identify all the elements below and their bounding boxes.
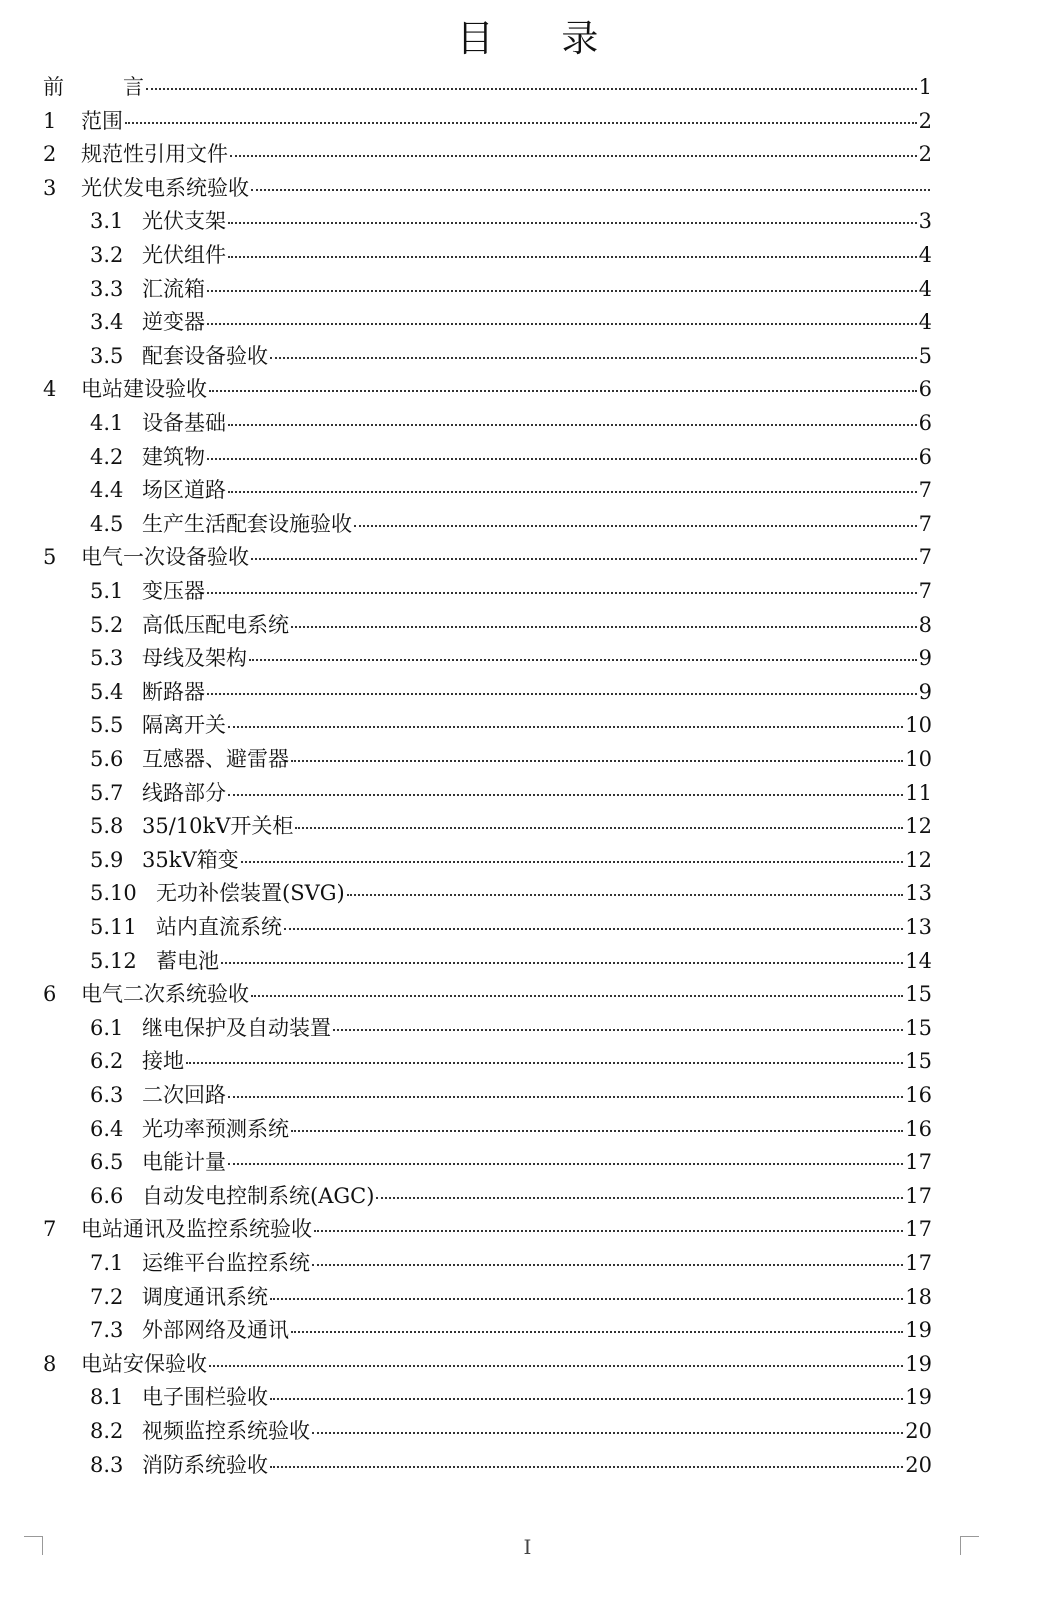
toc-entry-page: 8 xyxy=(918,612,932,637)
toc-entry-number: 7 xyxy=(43,1217,57,1242)
toc-entry-page: 4 xyxy=(918,276,932,301)
toc-entry[interactable] xyxy=(90,878,932,908)
toc-entry[interactable] xyxy=(90,710,932,740)
toc-leader-dots xyxy=(209,1365,903,1367)
toc-entry-number: 6.1 xyxy=(90,1015,124,1040)
toc-leader-dots xyxy=(125,122,917,124)
toc-entry-label: 外部网络及通讯 xyxy=(142,1318,289,1343)
toc-entry-number: 6.4 xyxy=(90,1116,124,1141)
toc-entry-label: 电子围栏验收 xyxy=(142,1385,268,1410)
toc-entry-label: 电站建设验收 xyxy=(81,377,207,402)
toc-leader-dots xyxy=(251,995,903,997)
toc-leader-dots xyxy=(228,726,903,728)
toc-entry[interactable] xyxy=(90,643,932,673)
toc-entry-label: 二次回路 xyxy=(142,1083,226,1107)
toc-entry-number: 5.4 xyxy=(90,679,124,704)
toc-entry-label: 母线及架构 xyxy=(142,646,247,671)
toc-entry[interactable] xyxy=(90,341,932,371)
toc-entry[interactable] xyxy=(90,1046,932,1076)
toc-entry[interactable] xyxy=(90,442,932,472)
toc-entry-number: 5.6 xyxy=(90,747,124,771)
toc-entry[interactable] xyxy=(90,1282,932,1312)
toc-entry-label: 电站通讯及监控系统验收 xyxy=(81,1217,312,1242)
toc-entry-label: 言 xyxy=(123,75,144,99)
toc-entry-page: 2 xyxy=(918,142,932,167)
toc-entry[interactable] xyxy=(43,72,932,102)
toc-entry-label: 35kV箱变 xyxy=(142,847,239,872)
toc-entry-page: 18 xyxy=(905,1284,932,1309)
toc-entry-label: 电站安保验收 xyxy=(81,1351,207,1376)
toc-entry-number: 8.1 xyxy=(90,1385,124,1410)
toc-entry-number: 1 xyxy=(43,108,57,133)
toc-entry-number: 8 xyxy=(43,1351,57,1376)
toc-entry[interactable] xyxy=(90,610,932,640)
toc-entry-label: 站内直流系统 xyxy=(156,915,282,939)
toc-entry-page: 1 xyxy=(918,75,932,99)
toc-entry-page: 20 xyxy=(905,1452,932,1477)
toc-entry-label: 电气一次设备验收 xyxy=(81,545,249,570)
toc-entry-page: 3 xyxy=(918,209,932,234)
toc-entry-label: 35/10kV开关柜 xyxy=(142,814,294,839)
page-number: I xyxy=(523,1535,532,1559)
toc-entry[interactable] xyxy=(90,946,932,976)
toc-entry-label: 运维平台监控系统 xyxy=(142,1251,310,1275)
toc-entry-label: 生产生活配套设施验收 xyxy=(142,511,352,536)
toc-entry-label: 高低压配电系统 xyxy=(142,612,289,637)
toc-leader-dots xyxy=(228,256,917,258)
toc-entry-label: 线路部分 xyxy=(142,780,226,805)
toc-entry[interactable] xyxy=(90,912,932,942)
toc-entry[interactable] xyxy=(43,979,932,1009)
toc-entry-number: 6.3 xyxy=(90,1083,124,1107)
toc-entry-label: 互感器、避雷器 xyxy=(142,747,289,771)
toc-entry-page: 15 xyxy=(905,982,932,1007)
toc-leader-dots xyxy=(207,592,917,594)
toc-entry-page: 6 xyxy=(918,377,932,402)
toc-entry-page: 10 xyxy=(905,713,932,738)
toc-entry-number: 6.2 xyxy=(90,1049,124,1074)
toc-entry[interactable] xyxy=(90,206,932,236)
toc-entry-label: 规范性引用文件 xyxy=(81,142,228,167)
toc-entry-label: 建筑物 xyxy=(142,444,205,469)
toc-entry-label: 接地 xyxy=(142,1049,184,1074)
toc-entry[interactable] xyxy=(43,542,932,572)
toc-entry-number: 4.1 xyxy=(90,411,124,435)
toc-entry-label: 光功率预测系统 xyxy=(142,1116,289,1141)
toc-entry[interactable] xyxy=(90,408,932,438)
toc-entry-label: 蓄电池 xyxy=(156,948,219,973)
toc-entry-label: 继电保护及自动装置 xyxy=(142,1015,331,1040)
toc-leader-dots xyxy=(228,491,917,493)
toc-leader-dots xyxy=(270,1298,903,1300)
toc-entry-label: 光伏发电系统验收 xyxy=(81,175,249,200)
toc-entry-number: 4 xyxy=(43,377,57,402)
toc-entry-page: 17 xyxy=(905,1183,932,1208)
toc-entry[interactable] xyxy=(90,307,932,337)
toc-entry[interactable] xyxy=(90,1114,932,1144)
toc-entry[interactable] xyxy=(43,1214,932,1244)
toc-leader-dots xyxy=(186,1062,903,1064)
toc-entry-label: 逆变器 xyxy=(142,310,205,335)
toc-leader-dots xyxy=(347,894,904,896)
toc-entry[interactable] xyxy=(43,106,932,136)
toc-entry-label: 电能计量 xyxy=(142,1150,226,1175)
toc-entry-number: 6.6 xyxy=(90,1183,124,1208)
toc-entry-label: 光伏支架 xyxy=(142,209,226,234)
toc-entry-page: 17 xyxy=(905,1217,932,1242)
toc-leader-dots xyxy=(284,928,903,930)
toc-entry-page: 12 xyxy=(905,814,932,839)
toc-entry[interactable] xyxy=(43,173,932,203)
toc-entry-number: 5.11 xyxy=(90,915,137,939)
toc-entry-page: 16 xyxy=(905,1116,932,1141)
toc-entry[interactable] xyxy=(90,1013,932,1043)
toc-title: 目 录 xyxy=(456,17,627,60)
toc-leader-dots xyxy=(270,1398,903,1400)
toc-leader-dots xyxy=(291,1331,903,1333)
toc-entry-label: 场区道路 xyxy=(142,478,226,503)
toc-entry-page: 17 xyxy=(905,1251,932,1275)
toc-entry-number: 5.3 xyxy=(90,646,124,671)
toc-leader-dots xyxy=(251,558,917,560)
toc-entry[interactable] xyxy=(90,1315,932,1345)
toc-entry-page: 16 xyxy=(905,1083,932,1107)
toc-entry-label: 无功补偿装置(SVG) xyxy=(156,881,345,906)
toc-entry-page: 4 xyxy=(918,243,932,267)
toc-entry-label: 消防系统验收 xyxy=(142,1452,268,1477)
toc-leader-dots xyxy=(354,525,917,527)
toc-leader-dots xyxy=(295,827,903,829)
toc-entry-number: 3.5 xyxy=(90,343,124,368)
toc-entry[interactable] xyxy=(43,374,932,404)
toc-entry-number: 5.5 xyxy=(90,713,124,738)
toc-entry-number: 前 xyxy=(43,75,64,99)
toc-entry-page: 12 xyxy=(905,847,932,872)
toc-entry-label: 变压器 xyxy=(142,579,205,603)
toc-entry-number: 3.2 xyxy=(90,243,124,267)
toc-leader-dots xyxy=(146,88,917,90)
toc-entry[interactable] xyxy=(90,475,932,505)
toc-entry-number: 4.5 xyxy=(90,511,124,536)
toc-entry[interactable] xyxy=(90,1450,932,1480)
toc-entry-number: 7.1 xyxy=(90,1251,124,1275)
toc-entry-number: 3 xyxy=(43,175,57,200)
toc-entry-number: 3.1 xyxy=(90,209,124,234)
toc-entry-number: 7.3 xyxy=(90,1318,124,1343)
toc-entry-page: 19 xyxy=(905,1318,932,1343)
toc-entry-label: 电气二次系统验收 xyxy=(81,982,249,1007)
toc-entry-label: 汇流箱 xyxy=(142,276,205,301)
toc-entry[interactable] xyxy=(90,1181,932,1211)
toc-entry-number: 5.7 xyxy=(90,780,124,805)
toc-leader-dots xyxy=(251,189,930,191)
toc-leader-dots xyxy=(207,693,917,695)
toc-leader-dots xyxy=(291,1130,903,1132)
toc-entry-label: 光伏组件 xyxy=(142,243,226,267)
toc-entry-number: 5.12 xyxy=(90,948,137,973)
toc-leader-dots xyxy=(228,1096,903,1098)
toc-leader-dots xyxy=(333,1029,903,1031)
toc-entry[interactable] xyxy=(90,744,932,774)
toc-entry-page: 19 xyxy=(905,1385,932,1410)
toc-entry-number: 2 xyxy=(43,142,57,167)
toc-entry-number: 5.9 xyxy=(90,847,124,872)
toc-entry-label: 视频监控系统验收 xyxy=(142,1419,310,1443)
toc-entry-number: 3.3 xyxy=(90,276,124,301)
toc-entry-page: 14 xyxy=(905,948,932,973)
toc-leader-dots xyxy=(249,659,917,661)
toc-entry-number: 5.8 xyxy=(90,814,124,839)
toc-entry-label: 设备基础 xyxy=(142,411,226,435)
toc-entry-label: 调度通讯系统 xyxy=(142,1284,268,1309)
toc-entry[interactable] xyxy=(90,1248,932,1278)
toc-entry-page: 7 xyxy=(918,511,932,536)
toc-entry-page: 6 xyxy=(918,444,932,469)
toc-entry-number: 8.3 xyxy=(90,1452,124,1477)
toc-entry-page: 10 xyxy=(905,747,932,771)
toc-leader-dots xyxy=(312,1264,903,1266)
toc-leader-dots xyxy=(314,1230,903,1232)
toc-entry-page: 2 xyxy=(918,108,932,133)
toc-leader-dots xyxy=(228,794,903,796)
toc-entry-page: 7 xyxy=(918,579,932,603)
toc-entry-page: 15 xyxy=(905,1049,932,1074)
toc-entry-label: 断路器 xyxy=(142,679,205,704)
toc-entry-page: 7 xyxy=(918,545,932,570)
toc-entry-page: 13 xyxy=(905,915,932,939)
toc-entry-number: 5 xyxy=(43,545,57,570)
toc-entry-number: 5.2 xyxy=(90,612,124,637)
toc-leader-dots xyxy=(207,323,917,325)
toc-entry-page: 6 xyxy=(918,411,932,435)
toc-entry[interactable] xyxy=(43,1349,932,1379)
toc-entry[interactable] xyxy=(90,509,932,539)
toc-entry-label: 自动发电控制系统(AGC) xyxy=(142,1183,375,1208)
toc-entry[interactable] xyxy=(90,1080,932,1110)
toc-leader-dots xyxy=(241,861,904,863)
toc-entry[interactable] xyxy=(90,1382,932,1412)
toc-leader-dots xyxy=(228,222,917,224)
toc-leader-dots xyxy=(228,424,917,426)
toc-entry-page: 13 xyxy=(905,881,932,906)
toc-entry-number: 6.5 xyxy=(90,1150,124,1175)
toc-leader-dots xyxy=(376,1197,903,1199)
toc-entry-number: 7.2 xyxy=(90,1284,124,1309)
toc-entry-page: 4 xyxy=(918,310,932,335)
toc-leader-dots xyxy=(207,458,917,460)
toc-entry[interactable] xyxy=(43,139,932,169)
toc-entry[interactable] xyxy=(90,240,932,270)
toc-entry-label: 隔离开关 xyxy=(142,713,226,738)
toc-entry[interactable] xyxy=(90,677,932,707)
toc-leader-dots xyxy=(312,1432,903,1434)
toc-leader-dots xyxy=(207,290,917,292)
toc-leader-dots xyxy=(291,626,917,628)
toc-leader-dots xyxy=(221,962,903,964)
toc-leader-dots xyxy=(270,1466,903,1468)
toc-entry-number: 5.10 xyxy=(90,881,137,906)
toc-entry-page: 7 xyxy=(918,478,932,503)
toc-entry-number: 4.4 xyxy=(90,478,124,503)
toc-entry-label: 范围 xyxy=(81,108,123,133)
toc-entry[interactable] xyxy=(90,576,932,606)
toc-entry-page: 9 xyxy=(918,646,932,671)
toc-entry[interactable] xyxy=(90,1147,932,1177)
toc-entry-page: 11 xyxy=(905,780,932,805)
toc-entry[interactable] xyxy=(90,274,932,304)
toc-leader-dots xyxy=(270,357,917,359)
toc-leader-dots xyxy=(291,760,903,762)
toc-leader-dots xyxy=(230,155,917,157)
toc-entry-page: 15 xyxy=(905,1015,932,1040)
toc-entry-number: 4.2 xyxy=(90,444,124,469)
toc-entry-page: 20 xyxy=(905,1419,932,1443)
toc-entry-number: 8.2 xyxy=(90,1419,124,1443)
toc-entry-number: 6 xyxy=(43,982,57,1007)
toc-entry[interactable] xyxy=(90,811,932,841)
toc-leader-dots xyxy=(228,1163,903,1165)
toc-entry[interactable] xyxy=(90,778,932,808)
toc-leader-dots xyxy=(209,390,917,392)
toc-entry-page: 5 xyxy=(918,343,932,368)
toc-entry-label: 配套设备验收 xyxy=(142,343,268,368)
toc-entry-page: 17 xyxy=(905,1150,932,1175)
toc-entry[interactable] xyxy=(90,845,932,875)
toc-entry-number: 5.1 xyxy=(90,579,124,603)
toc-entry-number: 3.4 xyxy=(90,310,124,335)
toc-entry-page: 9 xyxy=(918,679,932,704)
toc-entry[interactable] xyxy=(90,1416,932,1446)
toc-entry-page: 19 xyxy=(905,1351,932,1376)
